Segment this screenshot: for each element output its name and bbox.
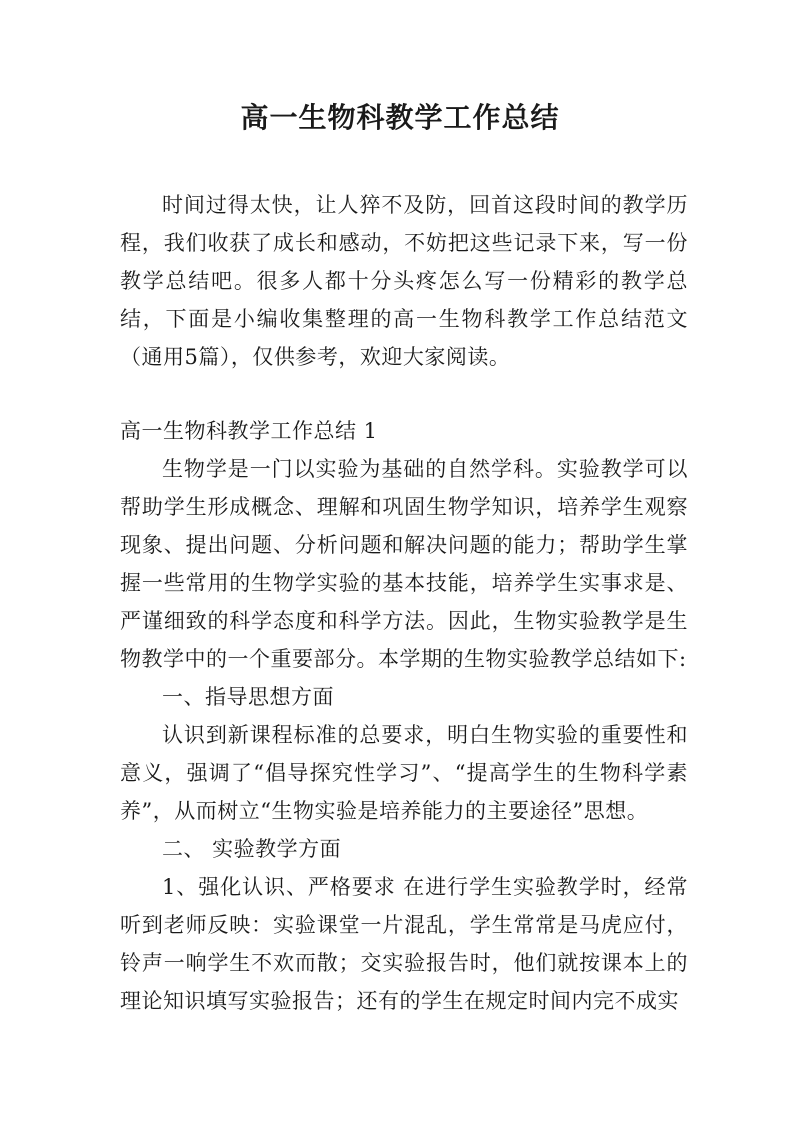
paragraph-experiment-teaching: 1、强化认识、严格要求 在进行学生实验教学时，经常听到老师反映：实验课堂一片混乱，学生常常是马虎应付，铃声一响学生不欢而散；交实验报告时，他们就按课本上的理论知识填写实验报告；还有的学生在规定时间内完不成实: [120, 875, 688, 1013]
heading-guiding-ideology: 一、指导思想方面: [162, 685, 334, 709]
section-1: [120, 412, 688, 1020]
document-title: 高一生物科教学工作总结: [240, 101, 560, 134]
heading-experiment-teaching: 二、 实验教学方面: [162, 837, 342, 861]
intro-paragraph: 时间过得太快，让人猝不及防，回首这段时间的教学历程，我们收获了成长和感动，不妨把这些记录下来，写一份教学总结吧。很多人都十分头疼怎么写一份精彩的教学总结，下面是小编收集整理的高一生物科教学工作总结范文（通用5篇），仅供参考，欢迎大家阅读。: [120, 193, 688, 369]
paragraph-guiding-ideology: 认识到新课程标准的总要求，明白生物实验的重要性和意义，强调了“倡导探究性学习”、“提高学生的生物科学素养”，从而树立“生物实验是培养能力的主要途径”思想。: [120, 723, 688, 823]
intro-section: [120, 186, 688, 376]
section-title: 高一生物科教学工作总结 1: [120, 419, 378, 443]
paragraph-biology-intro: 生物学是一门以实验为基础的自然学科。实验教学可以帮助学生形成概念、理解和巩固生物学知识，培养学生观察现象、提出问题、分析问题和解决问题的能力；帮助学生掌握一些常用的生物学实验的基本技能，培养学生实事求是、严谨细致的科学态度和科学方法。因此，生物实验教学是生物教学中的一个重要部分。本学期的生物实验教学总结如下:: [120, 457, 688, 671]
